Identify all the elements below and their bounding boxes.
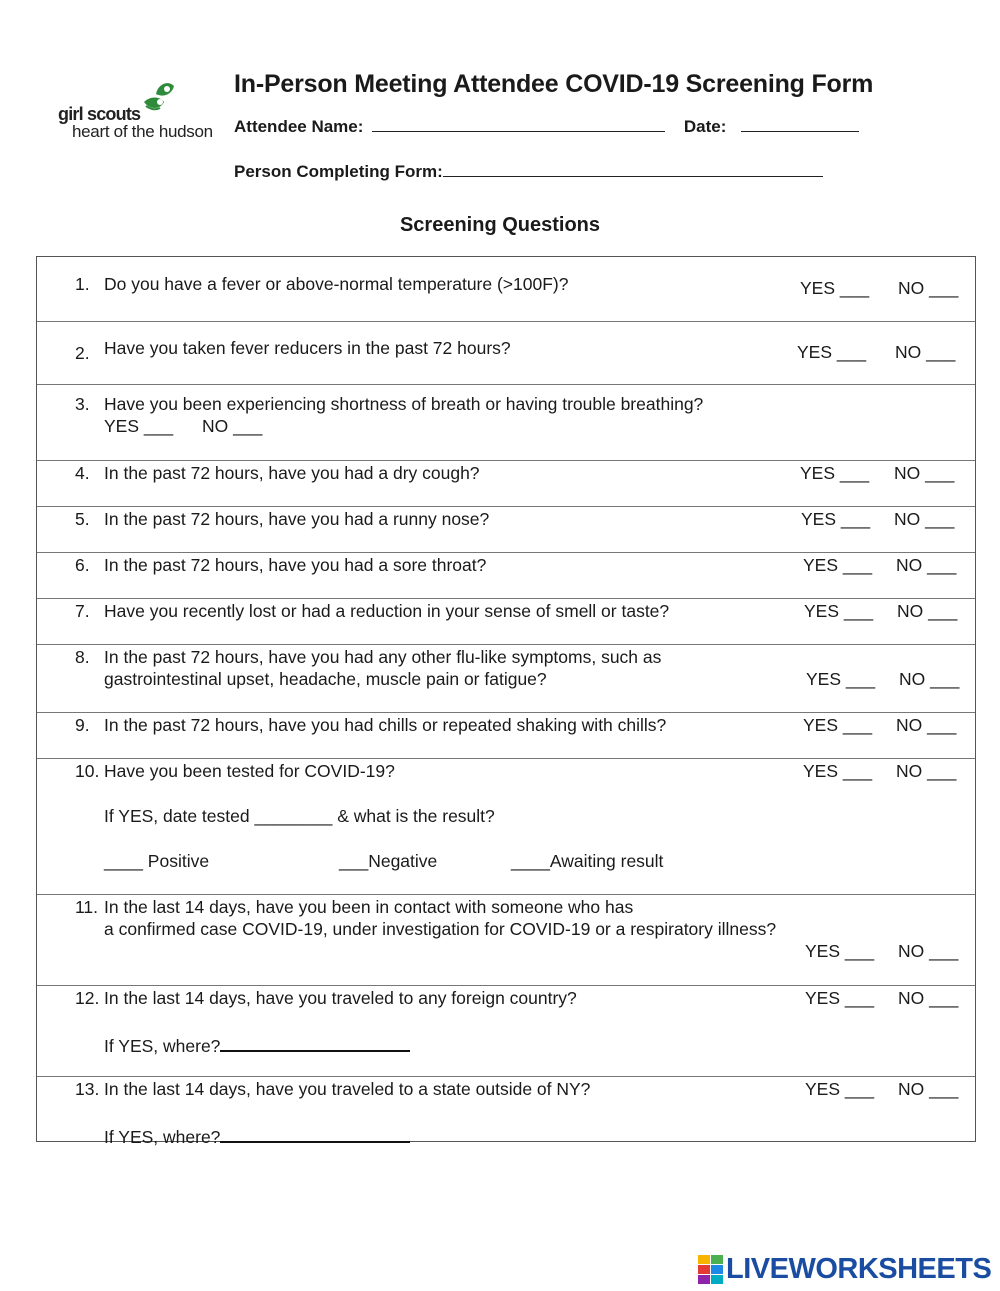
no-option[interactable]: NO ___ <box>897 601 958 621</box>
trefoil-icon <box>138 80 228 112</box>
yes-option[interactable]: YES ___ <box>803 555 873 575</box>
question-row-10 <box>37 759 975 895</box>
question-text: In the last 14 days, have you traveled to a state outside of NY? <box>104 1079 591 1099</box>
question-row-3 <box>37 385 975 461</box>
no-option[interactable]: NO ___ <box>202 416 263 436</box>
no-option[interactable]: NO ___ <box>895 342 956 362</box>
yes-option[interactable]: YES ___ <box>800 463 870 483</box>
attendee-name-label: Attendee Name: <box>234 117 364 136</box>
where-field[interactable] <box>220 1124 410 1143</box>
no-option[interactable]: NO ___ <box>896 761 957 781</box>
no-option[interactable]: NO ___ <box>898 1079 959 1099</box>
yes-option[interactable]: YES ___ <box>104 416 174 436</box>
result-positive-option[interactable]: ____ Positive <box>104 851 210 871</box>
form-title: In-Person Meeting Attendee COVID-19 Screening Form <box>234 70 874 98</box>
question-text: Have you been experiencing shortness of breath or having trouble breathing? <box>104 394 704 414</box>
yes-option[interactable]: YES ___ <box>805 1079 875 1099</box>
no-option[interactable]: NO ___ <box>898 988 959 1008</box>
date-field[interactable] <box>741 115 859 132</box>
question-text: In the past 72 hours, have you had a sore throat? <box>104 555 487 575</box>
yes-option[interactable]: YES ___ <box>803 761 873 781</box>
yes-option[interactable]: YES ___ <box>800 278 870 298</box>
question-number: 2. <box>75 343 90 363</box>
no-option[interactable]: NO ___ <box>894 509 955 529</box>
question-row-7 <box>37 599 975 645</box>
question-row-5 <box>37 507 975 553</box>
question-text: Have you been tested for COVID-19? <box>104 761 395 781</box>
question-number: 10. <box>75 761 100 781</box>
yes-option[interactable]: YES ___ <box>806 669 876 689</box>
yes-option[interactable]: YES ___ <box>801 509 871 529</box>
question-text-continued: a confirmed case COVID-19, under investigation for COVID-19 or a respiratory illness? <box>104 919 777 939</box>
attendee-name-field[interactable] <box>372 115 665 132</box>
no-option[interactable]: NO ___ <box>894 463 955 483</box>
question-row-12 <box>37 986 975 1077</box>
liveworksheets-blocks-icon <box>698 1255 724 1285</box>
question-number: 12. <box>75 988 100 1008</box>
attendee-line <box>234 115 859 137</box>
question-row-8 <box>37 645 975 713</box>
yes-option[interactable]: YES ___ <box>803 715 873 735</box>
question-text: Have you taken fever reducers in the past 72 hours? <box>104 338 511 358</box>
question-number: 5. <box>75 509 90 529</box>
no-option[interactable]: NO ___ <box>898 941 959 961</box>
question-number: 1. <box>75 274 90 294</box>
section-title: Screening Questions <box>399 214 601 236</box>
question-row-6 <box>37 553 975 599</box>
logo-brand-line1: girl scouts <box>58 104 141 124</box>
question-row-1 <box>37 257 975 322</box>
yes-option[interactable]: YES ___ <box>805 941 875 961</box>
question-text: In the past 72 hours, have you had any other flu-like symptoms, such as <box>104 647 662 667</box>
no-option[interactable]: NO ___ <box>898 278 959 298</box>
person-completing-line <box>234 160 823 182</box>
question-row-4 <box>37 461 975 507</box>
question-number: 4. <box>75 463 90 483</box>
question-text-continued: gastrointestinal upset, headache, muscle pain or fatigue? <box>104 669 547 689</box>
no-option[interactable]: NO ___ <box>896 555 957 575</box>
yes-option[interactable]: YES ___ <box>797 342 867 362</box>
question-row-9 <box>37 713 975 759</box>
question-number: 11. <box>75 897 99 917</box>
question-number: 8. <box>75 647 90 667</box>
question-row-13 <box>37 1077 975 1147</box>
question-number: 6. <box>75 555 90 575</box>
question-row-11 <box>37 895 975 986</box>
person-completing-label: Person Completing Form: <box>234 162 443 181</box>
girl-scouts-logo <box>58 80 228 150</box>
where-line <box>104 1033 410 1057</box>
question-number: 3. <box>75 394 90 414</box>
question-text: In the past 72 hours, have you had a dry cough? <box>104 463 480 483</box>
where-label: If YES, where? <box>104 1127 221 1147</box>
question-text: In the last 14 days, have you traveled to any foreign country? <box>104 988 577 1008</box>
question-text: Have you recently lost or had a reduction in your sense of smell or taste? <box>104 601 670 621</box>
yes-option[interactable]: YES ___ <box>805 988 875 1008</box>
where-field[interactable] <box>220 1033 410 1052</box>
person-completing-field[interactable] <box>443 160 823 177</box>
where-label: If YES, where? <box>104 1036 221 1056</box>
question-text: In the past 72 hours, have you had a runny nose? <box>104 509 490 529</box>
date-label: Date: <box>683 117 727 136</box>
question-number: 7. <box>75 601 90 621</box>
liveworksheets-brand: LIVEWORKSHEETS <box>726 1253 992 1285</box>
result-negative-option[interactable]: ___Negative <box>339 851 438 871</box>
screening-questions-table <box>36 256 976 1147</box>
question-number: 9. <box>75 715 90 735</box>
yes-option[interactable]: YES ___ <box>804 601 874 621</box>
where-line <box>104 1124 410 1148</box>
no-option[interactable]: NO ___ <box>899 669 960 689</box>
question-text: Do you have a fever or above-normal temperature (>100F)? <box>104 274 569 294</box>
question-text: In the past 72 hours, have you had chills or repeated shaking with chills? <box>104 715 667 735</box>
question-number: 13. <box>75 1079 100 1099</box>
question-row-2 <box>37 322 975 385</box>
result-awaiting-option[interactable]: ____Awaiting result <box>511 851 664 871</box>
question-text: In the last 14 days, have you been in contact with someone who has <box>104 897 634 917</box>
logo-brand-line2: heart of the hudson <box>72 122 213 141</box>
no-option[interactable]: NO ___ <box>896 715 957 735</box>
date-tested-prompt[interactable]: If YES, date tested ________ & what is the result? <box>104 806 495 826</box>
